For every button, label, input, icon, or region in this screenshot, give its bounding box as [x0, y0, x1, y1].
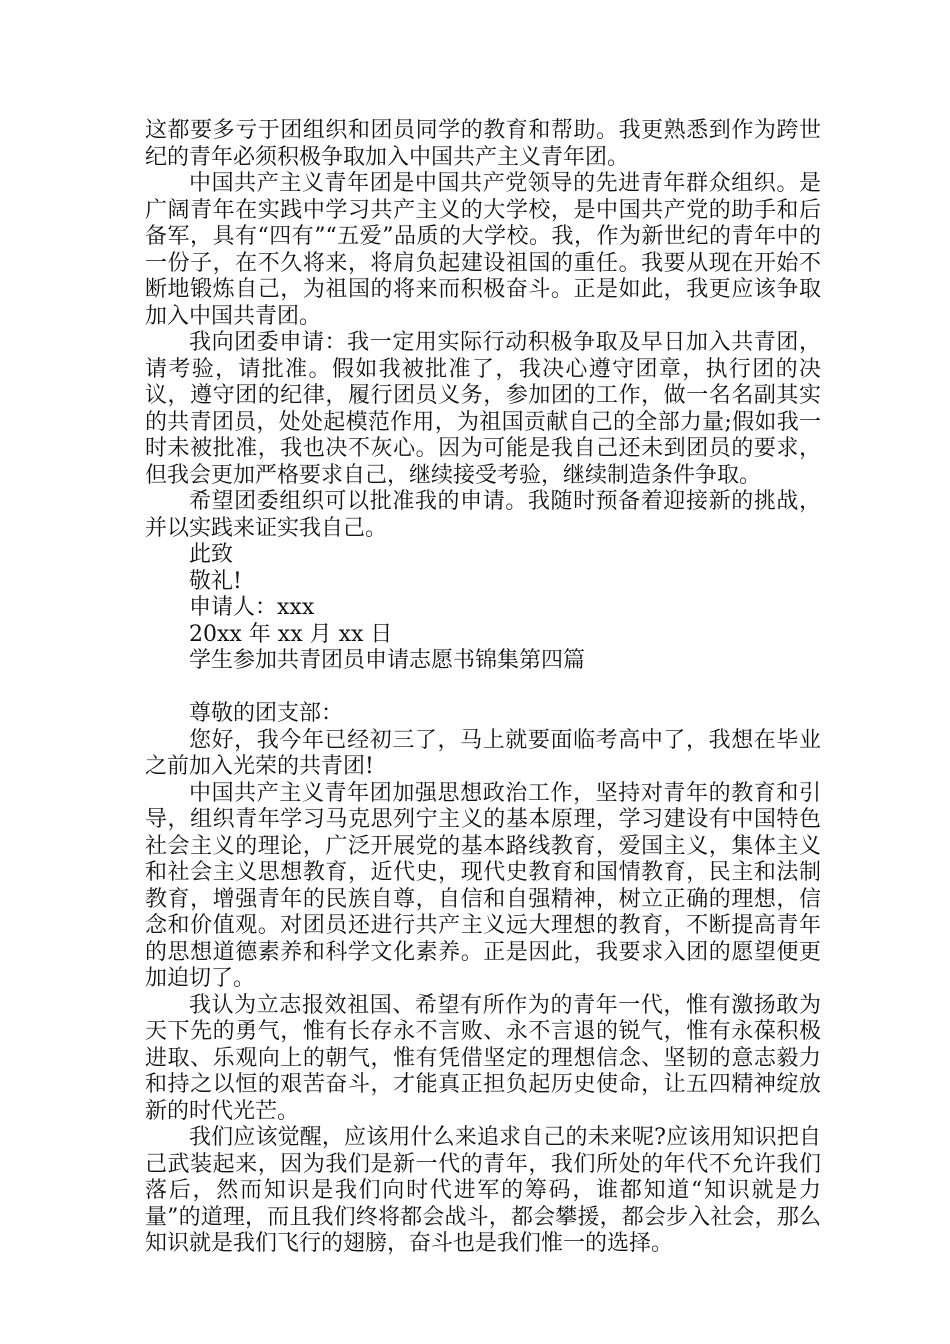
document-page	[145, 118, 821, 1258]
section-heading: 学生参加共青团员申请志愿书锦集第四篇	[189, 648, 586, 673]
closing-cizhi: 此致	[189, 542, 234, 567]
paragraph-greeting: 您好，我今年已经初三了，马上就要面临考高中了，我想在毕业之前加入光荣的共青团!	[145, 727, 821, 779]
salutation: 尊敬的团支部：	[189, 701, 344, 726]
blank-line	[145, 675, 821, 702]
paragraph-youth-league-intro: 中国共产主义青年团是中国共产党领导的先进青年群众组织。是广阔青年在实践中学习共产主义的大学校，是中国共产党的助手和后备军，具有“四有”“五爱”品质的大学校。我，作为新世纪的青年中的一份子，在不久将来，将肩负起建设祖国的重任。我要从现在开始不断地锻炼自己，为祖国的将来而积极奋斗。正是如此，我更应该争取加入中国共青团。	[145, 171, 821, 329]
applicant-line: 申请人：xxx	[189, 595, 315, 620]
date-line: 20xx 年 xx 月 xx 日	[189, 621, 393, 647]
paragraph-continuation: 这都要多亏于团组织和团员同学的教育和帮助。我更熟悉到作为跨世纪的青年必须积极争取加入中国共产主义青年团。	[145, 118, 821, 170]
paragraph-application-pledge: 我向团委申请：我一定用实际行动积极争取及早日加入共青团，请考验，请批准。假如我被批准了，我决心遵守团章，执行团的决议，遵守团的纪律，履行团员义务，参加团的工作，做一名名副其实的共青团员，处处起模范作用，为祖国贡献自己的全部力量;假如我一时未被批准，我也决不灰心。因为可能是我自己还未到团员的要求，但我会更加严格要求自己，继续接受考验，继续制造条件争取。	[145, 330, 821, 488]
closing-jingli: 敬礼!	[189, 568, 242, 594]
paragraph-league-work: 中国共产主义青年团加强思想政治工作，坚持对青年的教育和引导，组织青年学习马克思列宁主义的基本原理，学习建设有中国特色社会主义的理论，广泛开展党的基本路线教育，爱国主义，集体主义和社会主义思想教育，近代史，现代史教育和国情教育，民主和法制教育，增强青年的民族自尊，自信和自强精神，树立正确的理想，信念和价值观。对团员还进行共产主义远大理想的教育，不断提高青年的思想道德素养和科学文化素养。正是因此，我要求入团的愿望便更加迫切了。	[145, 780, 821, 991]
paragraph-hope: 希望团委组织可以批准我的申请。我随时预备着迎接新的挑战，并以实践来证实我自己。	[145, 489, 821, 541]
paragraph-knowledge: 我们应该觉醒，应该用什么来追求自己的未来呢?应该用知识把自己武装起来，因为我们是新一代的青年，我们所处的年代不允许我们落后，然而知识是我们向时代进军的筹码，谁都知道“知识就是力量”的道理，而且我们终将都会战斗，都会攀援，都会步入社会，那么知识就是我们飞行的翅膀，奋斗也是我们惟一的选择。	[145, 1125, 821, 1256]
paragraph-youth-spirit: 我认为立志报效祖国、希望有所作为的青年一代，惟有激扬敢为天下先的勇气，惟有长存永不言败、永不言退的锐气，惟有永葆积极进取、乐观向上的朝气，惟有凭借坚定的理想信念、坚韧的意志毅力和持之以恒的艰苦奋斗，才能真正担负起历史使命，让五四精神绽放新的时代光芒。	[145, 992, 821, 1124]
